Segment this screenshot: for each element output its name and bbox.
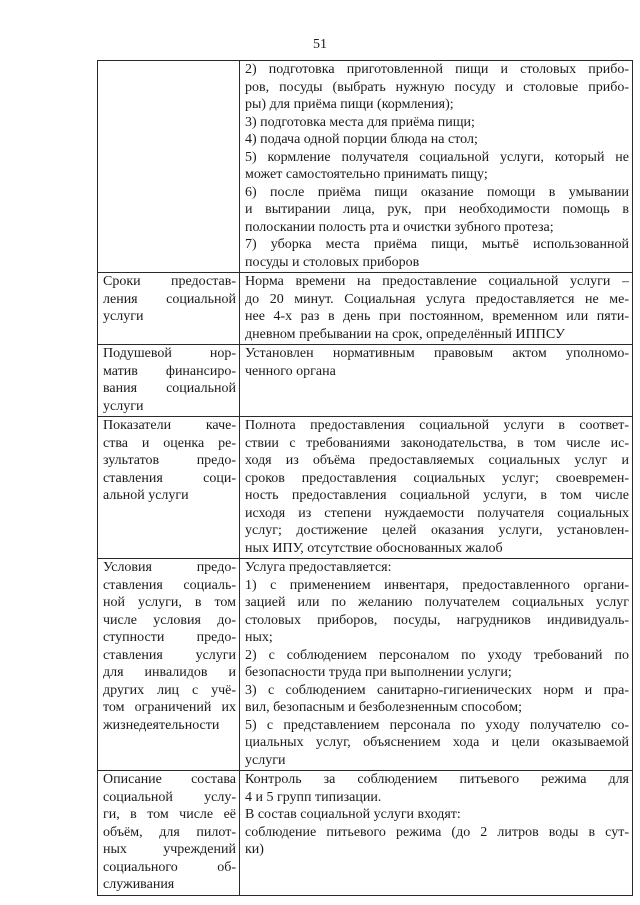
value-line: ченного органа <box>245 363 336 379</box>
value-line: 1) с применением инвентаря, предоставленного органи- <box>245 577 629 593</box>
label-line: Описание состава <box>103 772 236 787</box>
label-line: жизнедеятельности <box>103 717 220 733</box>
table-row <box>98 559 633 771</box>
value-line: 6) после приёма пищи оказание помощи в умывании <box>245 184 629 200</box>
value-line: ность предоставления социальной услуги, в том числе <box>245 488 629 503</box>
label-line: ставления услуги <box>103 647 236 663</box>
label-line: ступности предо- <box>103 630 236 645</box>
row-label <box>98 61 240 273</box>
table-row <box>98 417 633 559</box>
value-line: 2) подготовка приготовленной пищи и столовых прибо- <box>245 62 629 77</box>
value-line: 5) с представлением персонала по уходу получателю со- <box>245 717 629 733</box>
value-line: Установлен нормативным правовым актом уполномо- <box>245 346 629 361</box>
value-line: услуг; достижение целей оказания услуги, установлен- <box>245 523 629 538</box>
value-line: Услуга предоставляется: <box>245 560 392 575</box>
value-line: ных ИПУ, отсутствие обоснованных жалоб <box>245 540 503 556</box>
label-line: ства и оценка ре- <box>103 435 236 451</box>
value-line: ствии с требованиями законодательства, в том числе ис- <box>245 435 629 451</box>
label-line: услуги <box>103 398 144 414</box>
label-line: ной услуги, в том <box>103 595 236 610</box>
value-line: исходя из степени нуждаемости получателя социальных <box>245 505 629 521</box>
table-row <box>98 273 633 345</box>
label-line: услуги <box>103 309 144 324</box>
label-line: вания социальной <box>103 381 236 396</box>
label-line: Сроки предостав- <box>103 274 236 289</box>
page-number: 51 <box>313 37 327 52</box>
label-line: объём, для пилот- <box>103 824 236 840</box>
value-line: В состав социальной услуги входят: <box>245 807 461 822</box>
row-label <box>98 559 240 771</box>
value-line: нее 4-х раз в день при постоянном, временном или пяти- <box>245 309 629 324</box>
value-line: дневном пребывании на срок, определённый ИППСУ <box>245 326 565 342</box>
label-line: зультатов предо- <box>103 453 236 468</box>
value-line: услуги <box>245 752 286 768</box>
value-line: соблюдение питьевого режима (до 2 литров воды в сут- <box>245 824 629 840</box>
value-line: до 20 минут. Социальная услуга предоставляется не ме- <box>245 291 629 307</box>
label-line: альной услуги <box>103 488 189 503</box>
label-line: социальной услу- <box>103 789 236 805</box>
row-label <box>98 345 240 417</box>
row-label <box>98 771 240 896</box>
value-line: и вытирании лица, рук, при необходимости помощь в <box>245 202 629 217</box>
value-line: циальных услуг, объяснением хода и цели оказываемой <box>245 735 629 750</box>
row-value <box>240 345 633 417</box>
value-line: 7) уборка места приёма пищи, мытьё использованной <box>245 237 629 252</box>
value-line: безопасности труда при выполнении услуги; <box>245 665 512 680</box>
value-line: сроков предоставления социальных услуг; своевремен- <box>245 470 629 486</box>
label-line: других лиц с учё- <box>103 682 236 698</box>
row-value <box>240 417 633 559</box>
value-line: 3) с соблюдением санитарно-гигиенических норм и пра- <box>245 682 629 698</box>
value-line: ных; <box>245 630 273 645</box>
label-line: ставления социаль- <box>103 577 236 593</box>
label-line: для инвалидов и <box>103 665 236 680</box>
value-line: Контроль за соблюдением питьевого режима для <box>245 772 629 787</box>
table-row <box>98 771 633 896</box>
row-label <box>98 273 240 345</box>
value-line: Полнота предоставления социальной услуги в соответ- <box>245 418 629 433</box>
label-line: служивания <box>103 877 175 892</box>
value-line: столовых приборов, посуды, нагрудников индивидуаль- <box>245 612 629 628</box>
row-value <box>240 559 633 771</box>
value-line: 4 и 5 групп типизации. <box>245 789 382 805</box>
value-line: ры) для приёма пищи (кормления); <box>245 97 454 112</box>
value-line: 5) кормление получателя социальной услуги, который не <box>245 149 629 165</box>
row-value <box>240 61 633 273</box>
table-row <box>98 345 633 417</box>
service-description-table <box>97 60 633 896</box>
value-line: ходя из объёма предоставляемых социальных услуг и <box>245 453 629 468</box>
label-line: ления социальной <box>103 291 236 307</box>
value-line: зацией или по желанию получателем социальных услуг <box>245 595 629 610</box>
label-line: социального об- <box>103 859 236 875</box>
row-value <box>240 273 633 345</box>
value-line: может самостоятельно принимать пищу; <box>245 167 488 182</box>
value-line: ки) <box>245 842 264 857</box>
label-line: матив финансиро- <box>103 363 236 379</box>
label-line: Показатели каче- <box>103 418 236 433</box>
label-line: числе условия до- <box>103 612 236 628</box>
label-line: ставления соци- <box>103 470 236 486</box>
table-row <box>98 61 633 273</box>
value-line: ров, посуды (выбрать нужную посуду и столовые прибо- <box>245 79 629 95</box>
row-value <box>240 771 633 896</box>
label-line: ги, в том числе её <box>103 807 236 822</box>
value-line: 2) с соблюдением персоналом по уходу требований по <box>245 647 629 663</box>
value-line: посуды и столовых приборов <box>245 254 420 270</box>
value-line: полоскании полость рта и очистки зубного протеза; <box>245 219 554 235</box>
row-label <box>98 417 240 559</box>
table-body <box>98 61 633 896</box>
value-line: 4) подача одной порции блюда на стол; <box>245 132 478 147</box>
value-line: вил, безопасным и безболезненным способом; <box>245 700 523 715</box>
value-line: Норма времени на предоставление социальной услуги – <box>245 274 629 289</box>
label-line: ных учреждений <box>103 842 236 857</box>
label-line: Подушевой нор- <box>103 346 236 361</box>
label-line: том ограничений их <box>103 700 236 715</box>
value-line: 3) подготовка места для приёма пищи; <box>245 114 475 130</box>
label-line: Условия предо- <box>103 560 236 575</box>
